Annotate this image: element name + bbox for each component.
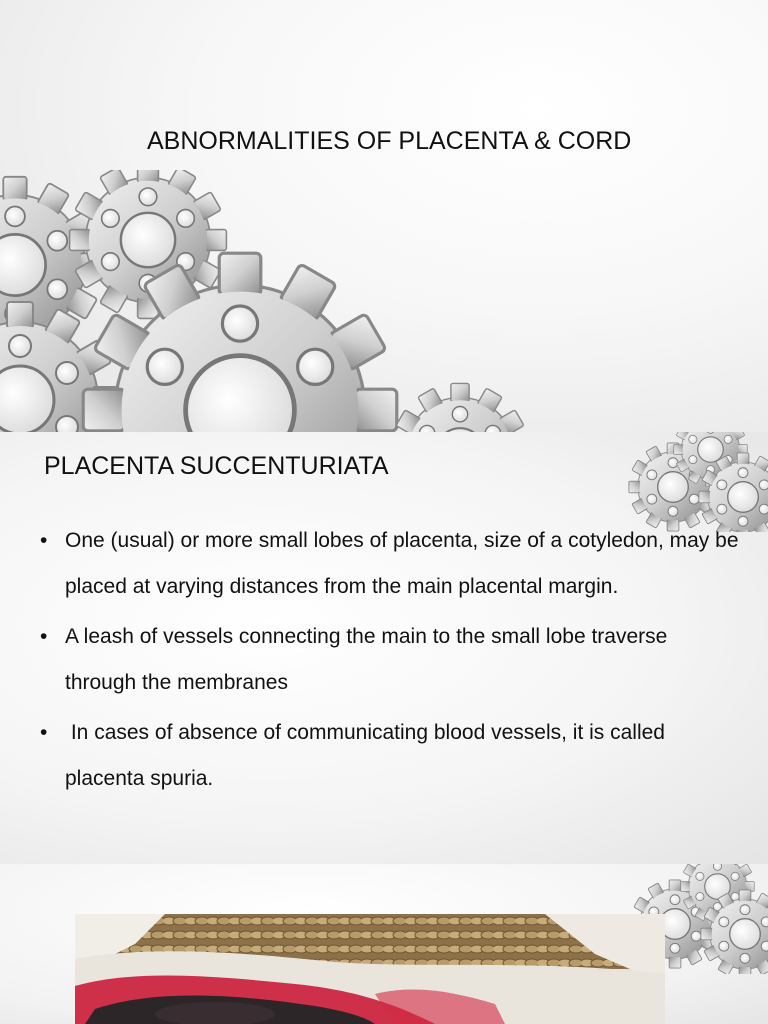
bullet-text: One (usual) or more small lobes of placenta, size of a cotyledon, may be placed at varying distances from the main placental margin. [65, 529, 739, 598]
slide-heading: PLACENTA SUCCENTURIATA [44, 452, 389, 480]
bullet-item [40, 710, 740, 802]
bullet-icon: • [40, 529, 48, 552]
bullet-icon: • [40, 721, 48, 744]
bullet-text: In cases of absence of communicating blood vessels, it is called placenta spuria. [65, 721, 671, 790]
bullet-icon: • [40, 625, 48, 648]
presentation-title: ABNORMALITIES OF PLACENTA & CORD [147, 127, 632, 155]
bullet-item [40, 614, 740, 706]
bullet-list [40, 518, 740, 806]
slide-title [0, 0, 768, 432]
gears-icon [0, 170, 540, 432]
bullet-text: A leash of vessels connecting the main to the small lobe traverse through the membranes [65, 625, 668, 694]
placenta-photo [75, 914, 665, 1024]
gears-icon [628, 432, 768, 532]
bullet-item [40, 518, 740, 610]
